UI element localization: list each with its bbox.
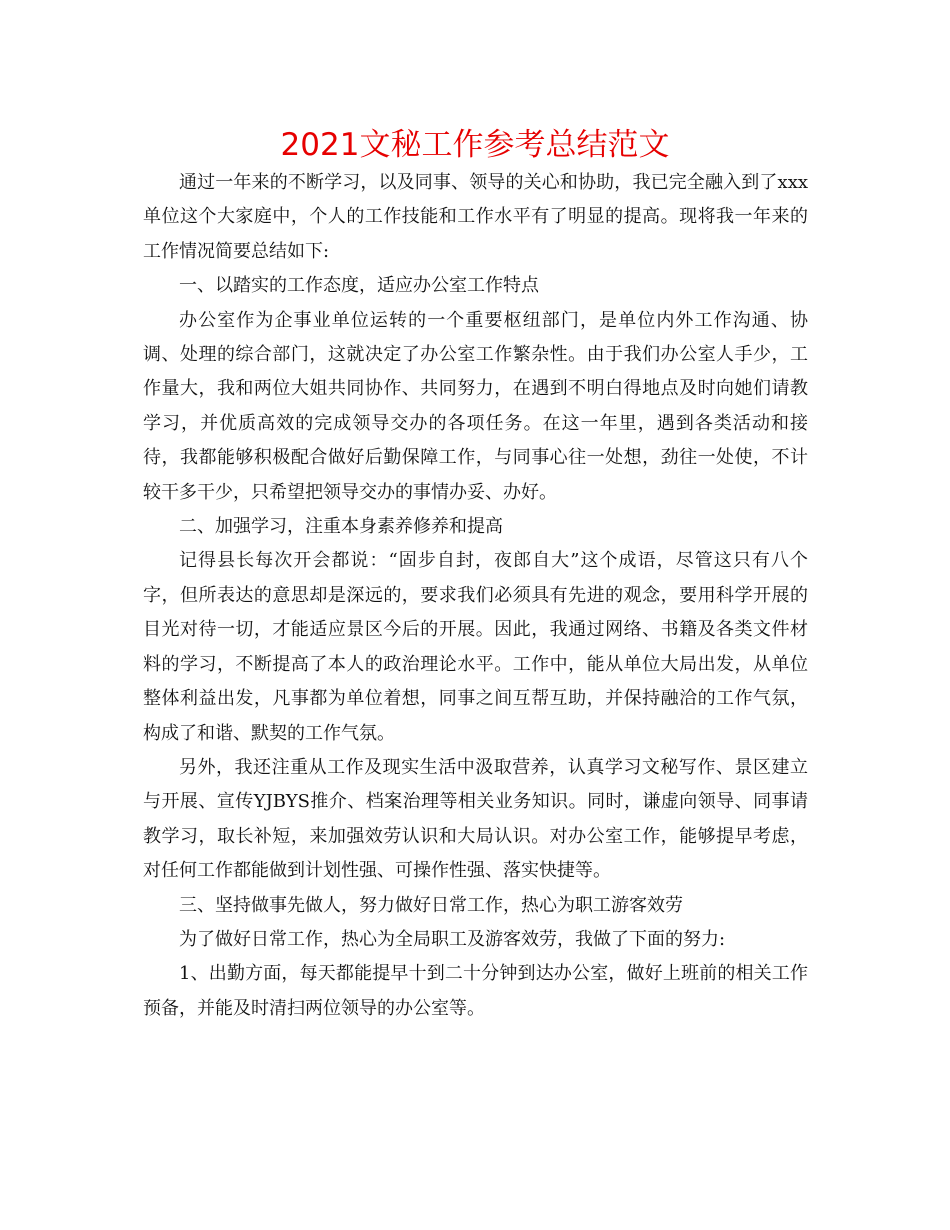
body-paragraph: 办公室作为企事业单位运转的一个重要枢纽部门，是单位内外工作沟通、协调、处理的综合部门，这就决定了办公室工作繁杂性。由于我们办公室人手少，工作量大，我和两位大姐共同协作、共同努力，在遇到不明白得地点及时向她们请教学习，并优质高效的完成领导交办的各项任务。在这一年里，遇到各类活动和接待，我都能够积极配合做好后勤保障工作，与同事心往一处想，劲往一处使，不计较干多干少，只希望把领导交办的事情办妥、办好。 [143, 309, 808, 503]
intro-paragraph: 通过一年来的不断学习，以及同事、领导的关心和协助，我已完全融入到了xxx单位这个大家庭中，个人的工作技能和工作水平有了明显的提高。现将我一年来的工作情况简要总结如下: [143, 172, 808, 262]
section-heading-2: 二、加强学习，注重本身素养修养和提高 [179, 516, 503, 538]
body-paragraph: 为了做好日常工作，热心为全局职工及游客效劳，我做了下面的努力: [179, 928, 726, 950]
document-title: 2021文秘工作参考总结范文 [280, 127, 670, 163]
section-heading-1: 一、以踏实的工作态度，适应办公室工作特点 [179, 275, 539, 297]
section-heading-3: 三、坚持做事先做人，努力做好日常工作，热心为职工游客效劳 [179, 894, 683, 916]
document-body [143, 166, 808, 1026]
body-paragraph: 记得县长每次开会都说：“固步自封，夜郎自大”这个成语，尽管这只有八个字，但所表达的意思却是深远的，要求我们必须具有先进的观念，要用科学开展的目光对待一切，才能适应景区今后的开展。因此，我通过网络、书籍及各类文件材料的学习，不断提高了本人的政治理论水平。工作中，能从单位大局出发，从单位整体利益出发，凡事都为单位着想，同事之间互帮互助，并保持融洽的工作气氛，构成了和谐、默契的工作气氛。 [143, 550, 808, 744]
body-paragraph: 1、出勤方面，每天都能提早十到二十分钟到达办公室，做好上班前的相关工作预备，并能及时清扫两位领导的办公室等。 [143, 963, 808, 1019]
body-paragraph: 另外，我还注重从工作及现实生活中汲取营养，认真学习文秘写作、景区建立与开展、宣传YJBYS推介、档案治理等相关业务知识。同时，谦虚向领导、同事请教学习，取长补短，来加强效劳认识和大局认识。对办公室工作，能够提早考虑，对任何工作都能做到计划性强、可操作性强、落实快捷等。 [143, 756, 808, 882]
